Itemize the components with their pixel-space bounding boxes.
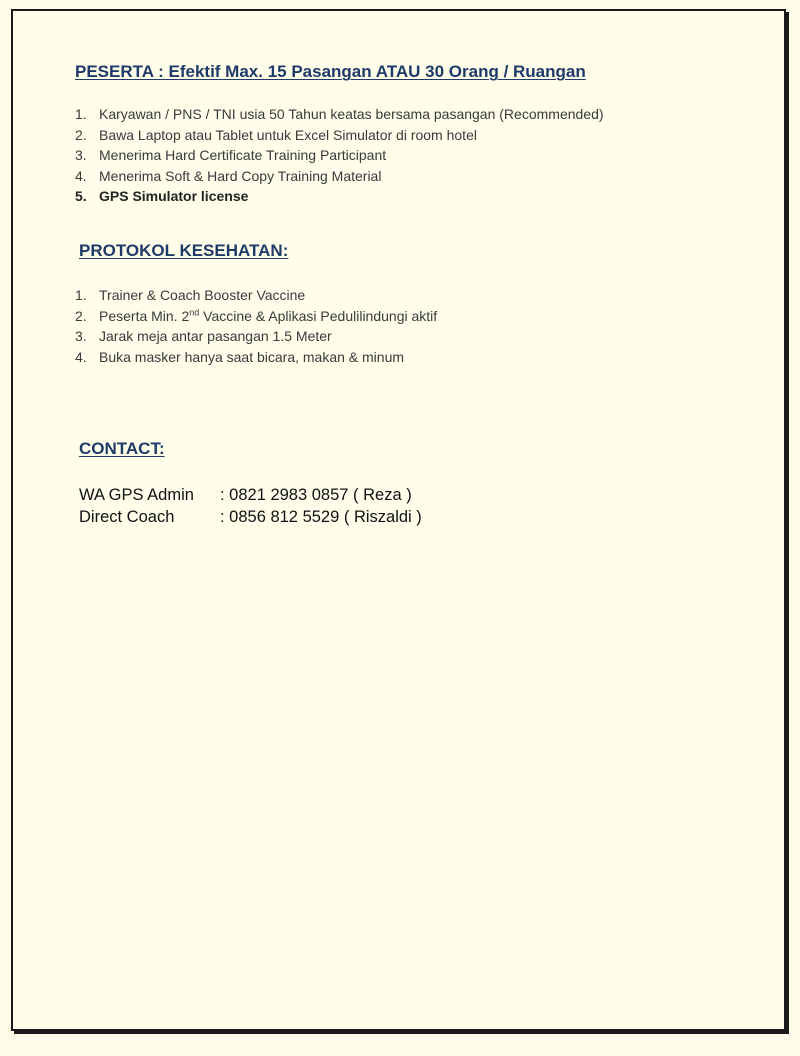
list-number: 4. (75, 167, 87, 184)
ordinal-superscript: nd (189, 306, 200, 317)
list-text: Bawa Laptop atau Tablet untuk Excel Simulator di room hotel (99, 126, 477, 143)
list-text: Buka masker hanya saat bicara, makan & minum (99, 348, 405, 365)
list-item (75, 326, 437, 347)
contact-heading: CONTACT: (79, 439, 165, 458)
list-text-part: Peserta Min. 2 (99, 307, 190, 324)
contact-row (79, 484, 422, 506)
contact-value: : 0821 2983 0857 ( Reza ) (220, 486, 412, 504)
list-text (99, 306, 437, 327)
list-number: 1. (75, 106, 87, 122)
peserta-heading: PESERTA : Efektif Max. 15 Pasangan ATAU 30 Orang / Ruangan (75, 62, 586, 81)
list-text: Jarak meja antar pasangan 1.5 Meter (99, 328, 332, 344)
document-page (11, 9, 786, 1031)
list-item (75, 145, 604, 166)
list-number: 3. (75, 147, 87, 163)
list-item (75, 166, 604, 187)
contact-row (79, 506, 422, 528)
peserta-list (75, 104, 604, 207)
contact-value: : 0856 812 5529 ( Riszaldi ) (220, 508, 422, 526)
list-item (75, 347, 437, 368)
list-item (75, 186, 604, 207)
list-item (75, 306, 437, 327)
list-text: Karyawan / PNS / TNI usia 50 Tahun keatas bersama pasangan (Recommended) (99, 106, 604, 122)
list-number: 2. (75, 126, 87, 143)
contact-label: Direct Coach (79, 508, 175, 526)
contact-block (79, 484, 422, 528)
contact-label: WA GPS Admin (79, 486, 194, 504)
list-text: Trainer & Coach Booster Vaccine (99, 287, 306, 303)
list-text: GPS Simulator license (99, 188, 249, 204)
list-number: 5. (75, 188, 87, 204)
protokol-list (75, 285, 437, 367)
list-item (75, 285, 437, 306)
list-number: 4. (75, 348, 87, 365)
list-text-part: Vaccine & Aplikasi Pedulilindungi aktif (199, 307, 438, 324)
list-item (75, 104, 604, 125)
list-text: Menerima Hard Certificate Training Participant (99, 147, 387, 163)
list-number: 3. (75, 328, 87, 344)
list-item (75, 125, 604, 146)
list-number: 1. (75, 287, 87, 303)
list-text: Menerima Soft & Hard Copy Training Material (99, 167, 382, 184)
protokol-heading: PROTOKOL KESEHATAN: (79, 241, 289, 260)
list-number: 2. (75, 307, 87, 324)
